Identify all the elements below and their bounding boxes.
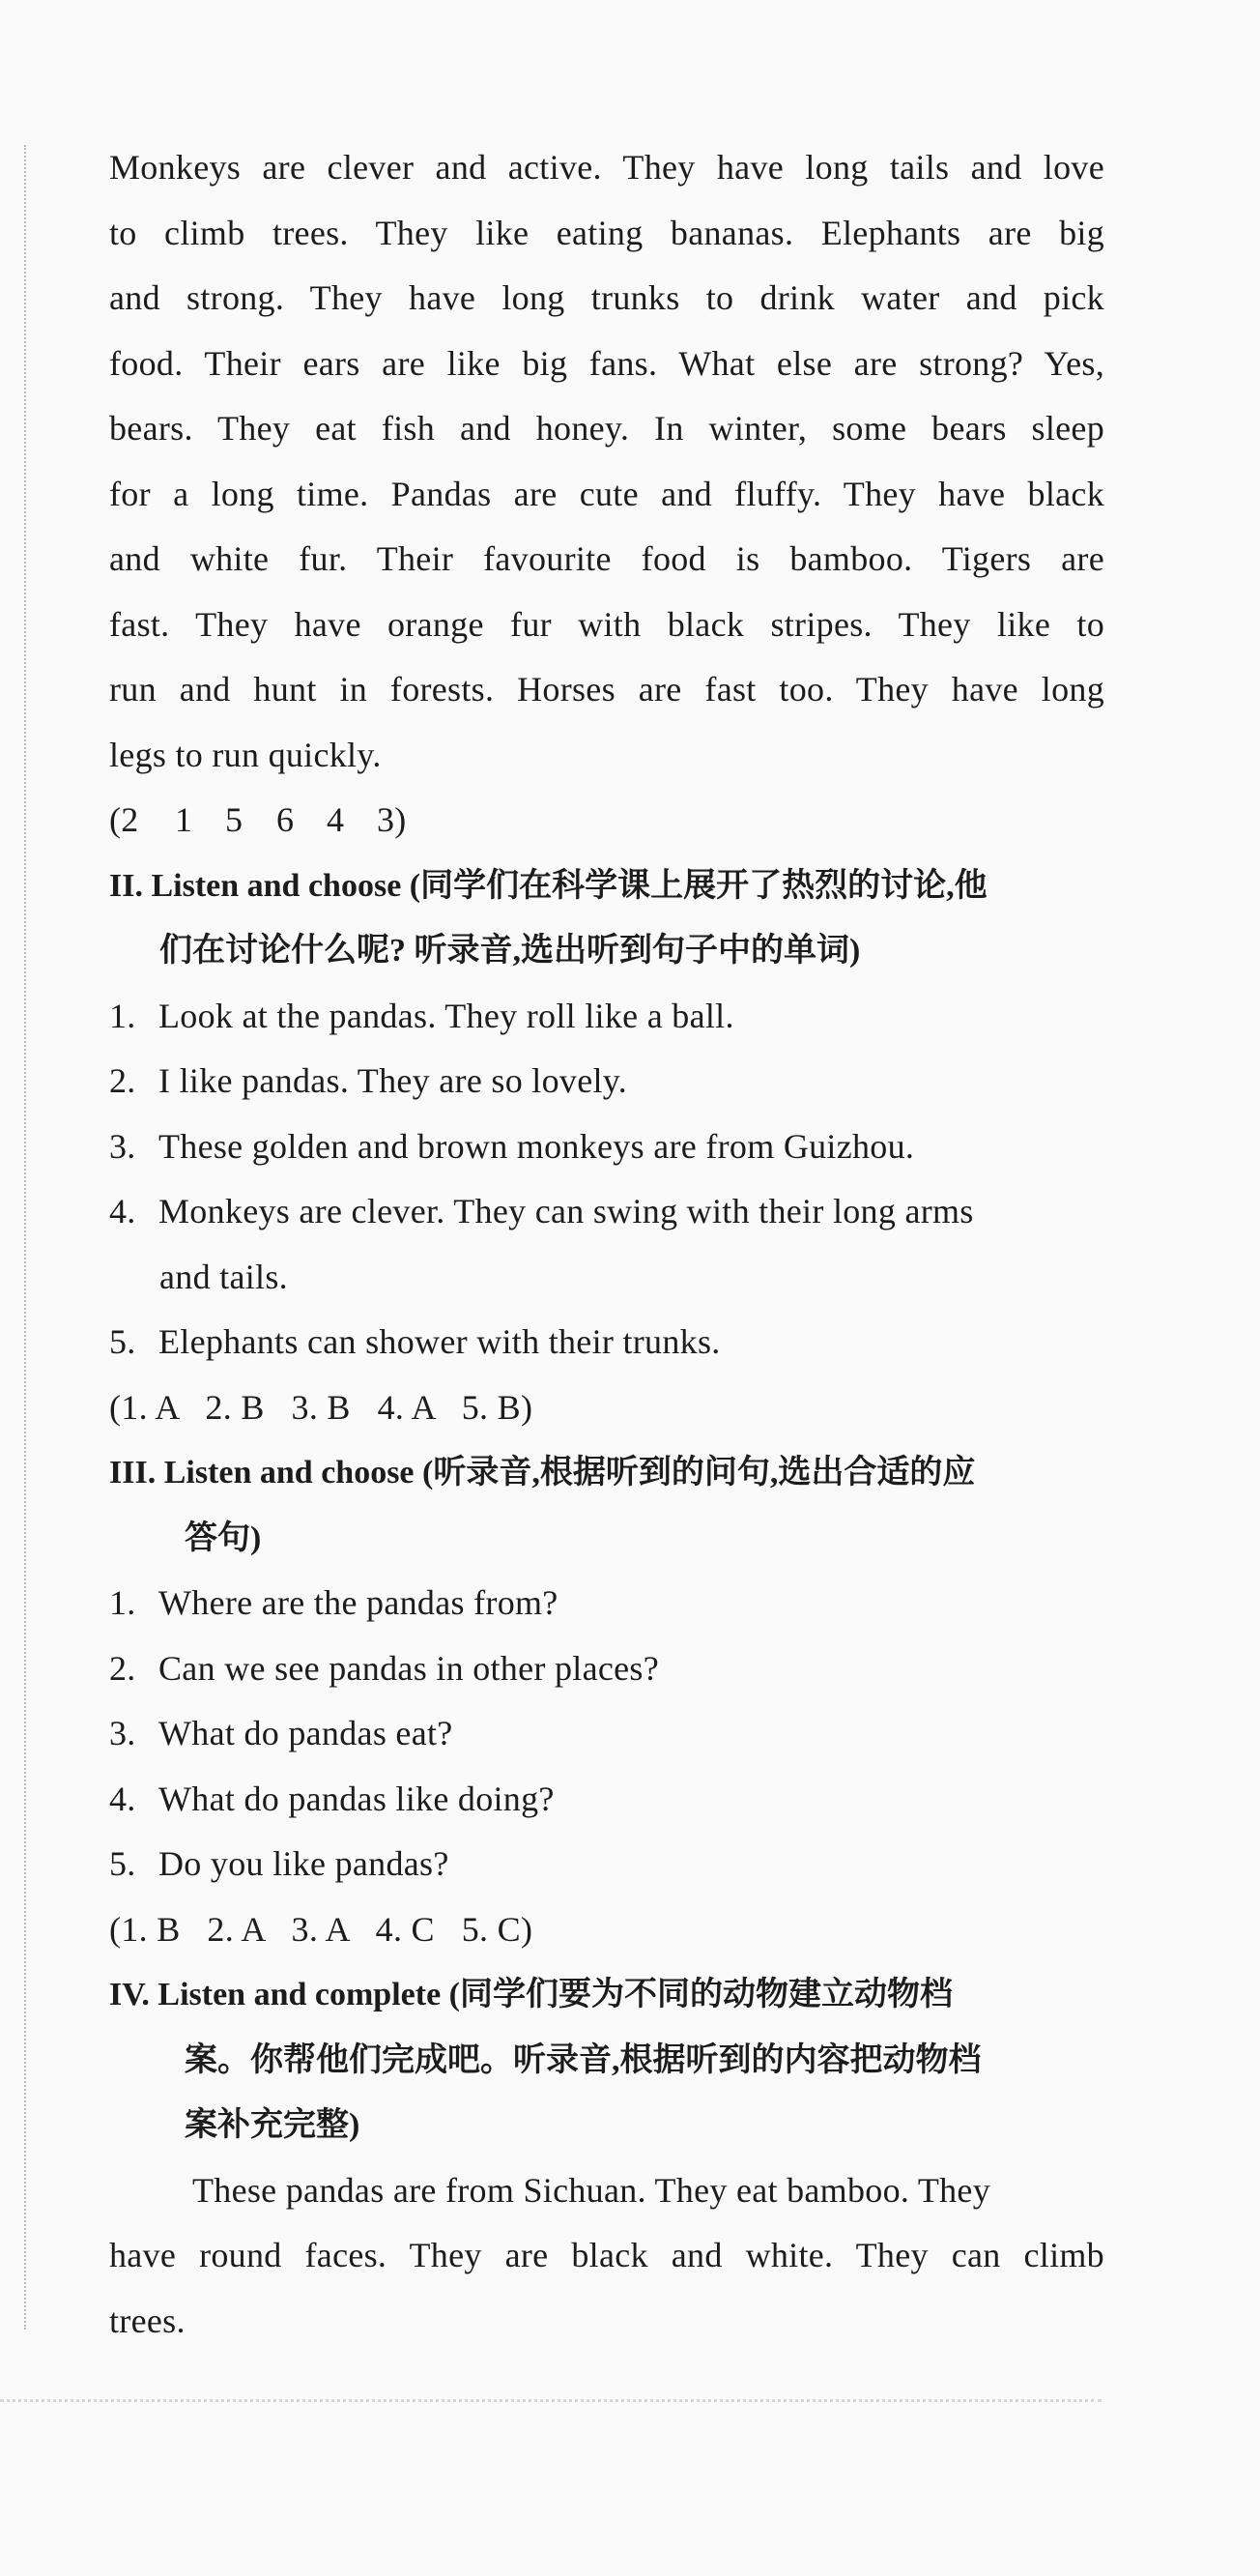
part3-heading: III. Listen and choose (听录音,根据听到的问句,选出合适的应 [109,1455,976,1491]
item-text: I like pandas. They are so lovely. [158,1061,628,1100]
passage-line: bears. They eat fish and honey. In winter, some bears sleep [109,409,1104,448]
passage-line: and strong. They have long trunks to drink water and pick [109,278,1104,317]
passage-line: run and hunt in forests. Horses are fast too. They have long [109,670,1104,709]
passage-line: Monkeys are clever and active. They have long tails and love [109,148,1104,187]
item-number: 1. [109,1583,136,1622]
item-number: 2. [109,1061,136,1100]
item-number: 3. [109,1126,136,1166]
answer-page [109,135,1104,2354]
item-text: Do you like pandas? [158,1844,449,1883]
passage-line: to climb trees. They like eating bananas. Elephants are big [109,213,1104,252]
part1-passage [109,135,1104,788]
answer-item: 1 [175,800,193,839]
item-number: 2. [109,1648,136,1688]
item-number: 5. [109,1844,136,1883]
part4-heading-cont: 案补充完整) [185,2107,360,2143]
item-text: These golden and brown monkeys are from Guizhou. [158,1126,915,1166]
item-text: Elephants can shower with their trunks. [158,1322,721,1361]
answer-item: 5 [225,800,243,839]
list-item [109,1179,1104,1245]
part3-answer-key: (1. B 2. A 3. A 4. C 5. C) [109,1909,533,1949]
passage-line: trees. [109,2301,186,2340]
list-item [109,1767,1104,1833]
item-number: 1. [109,996,136,1035]
part2-heading-cont: 们在讨论什么呢? 听录音,选出听到句子中的单词) [159,933,861,969]
list-item [109,1636,1104,1702]
item-text: What do pandas eat? [158,1714,453,1752]
item-number: 4. [109,1192,136,1230]
passage-line: fast. They have orange fur with black stripes. They like to [109,604,1104,644]
item-text: Where are the pandas from? [158,1583,558,1622]
passage-line: These pandas are from Sichuan. They eat bamboo. They [192,2170,991,2210]
item-number: 3. [109,1714,136,1752]
item-text: What do pandas like doing? [158,1779,555,1818]
answer-item: 6 [276,800,295,839]
item-text: Monkeys are clever. They can swing with their long arms [158,1192,974,1230]
list-item [109,984,1104,1050]
item-text: Can we see pandas in other places? [158,1648,659,1688]
list-item [109,1114,1104,1180]
passage-line: legs to run quickly. [109,735,382,774]
part2-answer-key: (1. A 2. B 3. B 4. A 5. B) [109,1387,533,1427]
answer-item: 4 [327,800,345,839]
list-item [109,1310,1104,1375]
part4-heading: IV. Listen and complete (同学们要为不同的动物建立动物档 [109,1977,953,2012]
item-text: Look at the pandas. They roll like a ball. [158,996,734,1035]
list-item [109,1701,1104,1767]
passage-line: food. Their ears are like big fans. What else are strong? Yes, [109,343,1104,383]
binding-margin-line [24,145,26,2330]
passage-line: and white fur. Their favourite food is bamboo. Tigers are [109,539,1104,578]
part1-answer-key [109,788,1104,854]
passage-line: for a long time. Pandas are cute and fluffy. They have black [109,474,1104,513]
list-item [109,1832,1104,1897]
item-number: 5. [109,1322,136,1361]
answer-item: (2 [109,800,139,839]
passage-line: have round faces. They are black and white. They can climb [109,2236,1104,2274]
page-bottom-divider [0,2399,1102,2402]
list-item [109,1049,1104,1114]
part4-heading-cont: 案。你帮他们完成吧。听录音,根据听到的内容把动物档 [185,2041,982,2078]
part2-heading: II. Listen and choose (同学们在科学课上展开了热烈的讨论,他 [109,867,988,904]
item-number: 4. [109,1779,136,1818]
list-item-cont: and tails. [159,1257,288,1296]
part3-heading-cont: 答句) [185,1520,262,1556]
answer-item: 3) [377,800,407,839]
list-item [109,1571,1104,1636]
